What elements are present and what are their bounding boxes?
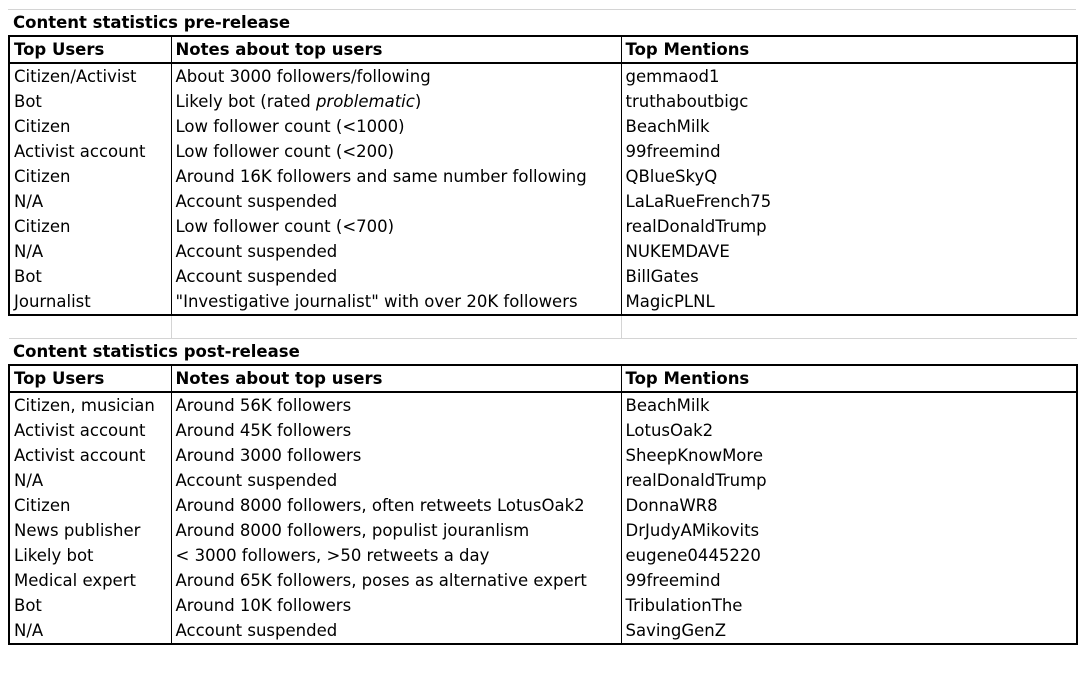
post-release-top-users-header[interactable]: Top Users <box>9 365 171 392</box>
user-type-cell[interactable]: Citizen <box>9 164 171 189</box>
pre-release-top-users-header[interactable]: Top Users <box>9 36 171 63</box>
mention-cell[interactable]: LotusOak2 <box>621 418 1077 443</box>
table-row <box>9 289 1077 315</box>
notes-cell[interactable]: Account suspended <box>171 618 621 644</box>
user-type-cell[interactable]: Bot <box>9 593 171 618</box>
user-type-cell[interactable]: Citizen, musician <box>9 392 171 418</box>
pre-release-title-row <box>9 10 1077 36</box>
notes-cell[interactable]: Low follower count (<200) <box>171 139 621 164</box>
user-type-cell[interactable]: N/A <box>9 189 171 214</box>
user-type-cell[interactable]: Citizen/Activist <box>9 63 171 89</box>
user-type-cell[interactable]: Activist account <box>9 443 171 468</box>
mention-cell[interactable]: SavingGenZ <box>621 618 1077 644</box>
mention-cell[interactable]: DonnaWR8 <box>621 493 1077 518</box>
note-text: Likely bot (rated <box>175 92 316 111</box>
user-type-cell[interactable]: Activist account <box>9 139 171 164</box>
table-row <box>9 493 1077 518</box>
note-text: ) <box>414 92 422 111</box>
notes-cell[interactable]: Low follower count (<700) <box>171 214 621 239</box>
table-row <box>9 89 1077 114</box>
table-row <box>9 214 1077 239</box>
table-row <box>9 114 1077 139</box>
spacer-row <box>9 315 1077 339</box>
table-row <box>9 443 1077 468</box>
table-body <box>9 10 1077 644</box>
user-type-cell[interactable]: Medical expert <box>9 568 171 593</box>
user-type-cell[interactable]: Activist account <box>9 418 171 443</box>
notes-cell[interactable]: Around 16K followers and same number following <box>171 164 621 189</box>
table-row <box>9 468 1077 493</box>
note-italic-text: problematic <box>315 92 415 111</box>
mention-cell[interactable]: 99freemind <box>621 568 1077 593</box>
empty-cell[interactable] <box>621 315 1077 339</box>
table-row <box>9 543 1077 568</box>
table-row <box>9 568 1077 593</box>
notes-cell[interactable]: Around 56K followers <box>171 392 621 418</box>
user-type-cell[interactable]: Citizen <box>9 114 171 139</box>
mention-cell[interactable]: 99freemind <box>621 139 1077 164</box>
notes-cell[interactable]: Around 3000 followers <box>171 443 621 468</box>
empty-cell[interactable] <box>621 10 1077 36</box>
table-row <box>9 139 1077 164</box>
table-row <box>9 418 1077 443</box>
mention-cell[interactable]: DrJudyAMikovits <box>621 518 1077 543</box>
mention-cell[interactable]: SheepKnowMore <box>621 443 1077 468</box>
content-statistics-table <box>8 10 1078 645</box>
mention-cell[interactable]: truthaboutbigc <box>621 89 1077 114</box>
table-row <box>9 264 1077 289</box>
user-type-cell[interactable]: News publisher <box>9 518 171 543</box>
mention-cell[interactable]: BillGates <box>621 264 1077 289</box>
table-row <box>9 239 1077 264</box>
notes-cell[interactable]: Account suspended <box>171 189 621 214</box>
user-type-cell[interactable]: N/A <box>9 468 171 493</box>
notes-cell[interactable]: Low follower count (<1000) <box>171 114 621 139</box>
post-release-notes-header[interactable]: Notes about top users <box>171 365 621 392</box>
notes-cell[interactable]: Account suspended <box>171 264 621 289</box>
user-type-cell[interactable]: Journalist <box>9 289 171 315</box>
pre-release-section-title[interactable]: Content statistics pre-release <box>9 10 171 36</box>
mention-cell[interactable]: MagicPLNL <box>621 289 1077 315</box>
notes-cell[interactable]: Around 10K followers <box>171 593 621 618</box>
user-type-cell[interactable]: Bot <box>9 264 171 289</box>
mention-cell[interactable]: eugene0445220 <box>621 543 1077 568</box>
table-row <box>9 618 1077 644</box>
notes-cell[interactable]: Account suspended <box>171 239 621 264</box>
table-row <box>9 518 1077 543</box>
user-type-cell[interactable]: Citizen <box>9 493 171 518</box>
empty-cell[interactable] <box>9 315 171 339</box>
table-row <box>9 189 1077 214</box>
pre-release-notes-header[interactable]: Notes about top users <box>171 36 621 63</box>
notes-cell[interactable]: About 3000 followers/following <box>171 63 621 89</box>
pre-release-top-mentions-header[interactable]: Top Mentions <box>621 36 1077 63</box>
notes-cell[interactable]: < 3000 followers, >50 retweets a day <box>171 543 621 568</box>
pre-release-header-row <box>9 36 1077 63</box>
table-row <box>9 63 1077 89</box>
mention-cell[interactable]: BeachMilk <box>621 114 1077 139</box>
notes-cell[interactable]: Account suspended <box>171 468 621 493</box>
post-release-section-title[interactable]: Content statistics post-release <box>9 339 171 366</box>
mention-cell[interactable]: realDonaldTrump <box>621 468 1077 493</box>
notes-cell[interactable]: Around 8000 followers, often retweets LotusOak2 <box>171 493 621 518</box>
mention-cell[interactable]: NUKEMDAVE <box>621 239 1077 264</box>
table-row <box>9 164 1077 189</box>
table-row <box>9 593 1077 618</box>
mention-cell[interactable]: realDonaldTrump <box>621 214 1077 239</box>
mention-cell[interactable]: TribulationThe <box>621 593 1077 618</box>
mention-cell[interactable]: gemmaod1 <box>621 63 1077 89</box>
user-type-cell[interactable]: Likely bot <box>9 543 171 568</box>
user-type-cell[interactable]: Citizen <box>9 214 171 239</box>
user-type-cell[interactable]: N/A <box>9 239 171 264</box>
notes-cell[interactable]: Around 8000 followers, populist jouranlism <box>171 518 621 543</box>
notes-cell[interactable]: "Investigative journalist" with over 20K followers <box>171 289 621 315</box>
post-release-title-row <box>9 339 1077 366</box>
user-type-cell[interactable]: N/A <box>9 618 171 644</box>
notes-cell[interactable]: Around 65K followers, poses as alternative expert <box>171 568 621 593</box>
post-release-top-mentions-header[interactable]: Top Mentions <box>621 365 1077 392</box>
empty-cell[interactable] <box>171 315 621 339</box>
mention-cell[interactable]: LaLaRueFrench75 <box>621 189 1077 214</box>
notes-cell[interactable]: Around 45K followers <box>171 418 621 443</box>
empty-cell[interactable] <box>621 339 1077 366</box>
mention-cell[interactable]: BeachMilk <box>621 392 1077 418</box>
user-type-cell[interactable]: Bot <box>9 89 171 114</box>
mention-cell[interactable]: QBlueSkyQ <box>621 164 1077 189</box>
table-row <box>9 392 1077 418</box>
post-release-header-row <box>9 365 1077 392</box>
notes-cell[interactable] <box>171 89 621 114</box>
